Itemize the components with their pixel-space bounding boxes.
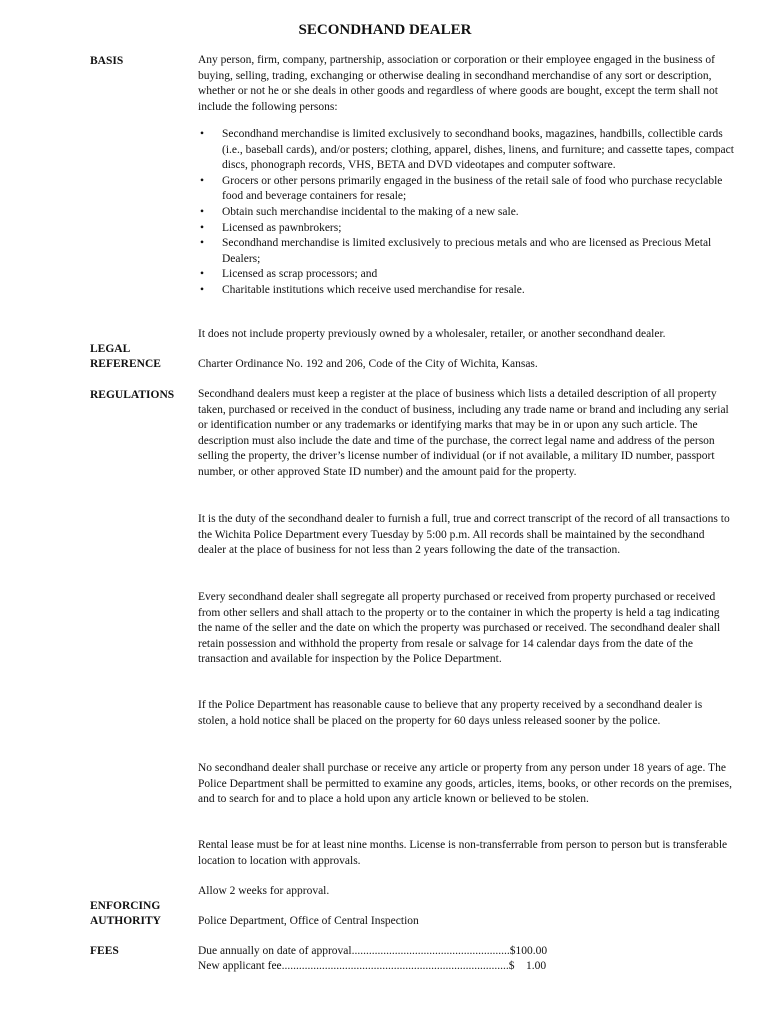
legal-reference-text: Charter Ordinance No. 192 and 206, Code of the City of Wichita, Kansas.: [198, 358, 538, 370]
exemption-list: [198, 127, 734, 299]
basis-closing: It does not include property previously owned by a wholesaler, retailer, or another secondhand dealer.: [198, 328, 666, 340]
document-title: SECONDHAND DEALER: [298, 22, 472, 38]
regulation-paragraph: If the Police Department has reasonable cause to believe that any property received by a secondhand dealer is stolen, a hold notice shall be placed on the property for 60 days unless released sooner by the police.: [198, 699, 703, 727]
legal-reference-label: LEGAL REFERENCE: [90, 343, 161, 370]
basis-intro: Any person, firm, company, partnership, association or corporation or their employee engaged in the business of buying, selling, trading, exchanging or otherwise dealing in secondhand merchandise of any sort or description, whether or not he or she deals in other goods and regardless of where goods are bought, except the term shall not include the following persons:: [198, 54, 718, 113]
regulation-paragraph: Every secondhand dealer shall segregate all property purchased or received from property purchased or received from other sellers and shall attach to the property or to the container in which the property is held a tag indicating the name of the seller and the date on which the property was purchased or received. The secondhand dealer shall retain possession and withhold the property from resale or salvage for 14 calendar days from the date of the transaction and available for inspection by the Police Department.: [198, 591, 721, 666]
fee-row-new-applicant: New applicant fee...............................................................................$ 1.00: [198, 960, 547, 972]
list-item: • Licensed as pawnbrokers;: [198, 221, 734, 237]
bullet-icon: •: [200, 221, 205, 234]
bullet-icon: •: [200, 283, 205, 296]
basis-label: BASIS: [90, 55, 124, 67]
regulation-paragraph: No secondhand dealer shall purchase or receive any article or property from any person under 18 years of age. The Police Department shall be permitted to examine any goods, articles, items, books, or other records on the premises, and to search for and to place a hold upon any article known or believed to be stolen.: [198, 762, 732, 806]
list-item: • Obtain such merchandise incidental to the making of a new sale.: [198, 205, 734, 221]
bullet-icon: •: [200, 174, 205, 187]
bullet-icon: •: [200, 128, 205, 140]
bullet-icon: •: [200, 268, 205, 281]
enforcing-authority-label: ENFORCING AUTHORITY: [90, 900, 161, 927]
list-item: • Secondhand merchandise is limited exclusively to secondhand books, magazines, handbills, collectible cards (i.e., baseball cards), and/or posters; clothing, apparel, dishes, linens, and furniture; and cassette tapes, compact discs, phonograph records, VHS, BETA and DVD videotapes and computer software.: [200, 128, 734, 172]
regulations-label: REGULATIONS: [90, 389, 175, 401]
list-item: • Secondhand merchandise is limited exclusively to precious metals and who are licensed as Precious Metal Dealers;: [200, 237, 712, 265]
fee-row-annual: Due annually on date of approval.......................................................$100.00: [198, 945, 548, 957]
regulation-paragraph: Rental lease must be for at least nine months. License is non-transferrable from person to person but is transferable location to location with approvals.: [198, 839, 728, 867]
bullet-icon: •: [200, 205, 205, 218]
list-item: • Licensed as scrap processors; and: [198, 267, 734, 283]
list-item: • Charitable institutions which receive used merchandise for resale.: [198, 283, 734, 299]
list-item: • Grocers or other persons primarily engaged in the business of the retail sale of food who purchase recyclable food and beverage containers for resale;: [200, 174, 723, 203]
fees-label: FEES: [90, 945, 119, 957]
regulation-paragraph: It is the duty of the secondhand dealer to furnish a full, true and correct transcript of the record of all transactions to the Wichita Police Department every Tuesday by 5:00 p.m. All records shall be maintained by the secondhand dealer at the place of business for not less than 2 years following the date of the transaction.: [198, 513, 730, 557]
bullet-icon: •: [200, 237, 205, 250]
regulation-paragraph: Allow 2 weeks for approval.: [198, 885, 330, 897]
regulation-paragraph: Secondhand dealers must keep a register at the place of business which lists a detailed description of all property taken, purchased or received in the conduct of business, including any trade name or brand and including any serial or identification number or any trademarks or identifying marks that may be in or upon any such article. The description must also include the date and time of the purchase, the correct legal name and address of the person selling the property, the driver’s license number of individual (or if not available, a military ID number, passport number, or other approved State ID number) and the amount paid for the property.: [198, 388, 729, 478]
enforcing-authority-text: Police Department, Office of Central Inspection: [198, 915, 419, 927]
